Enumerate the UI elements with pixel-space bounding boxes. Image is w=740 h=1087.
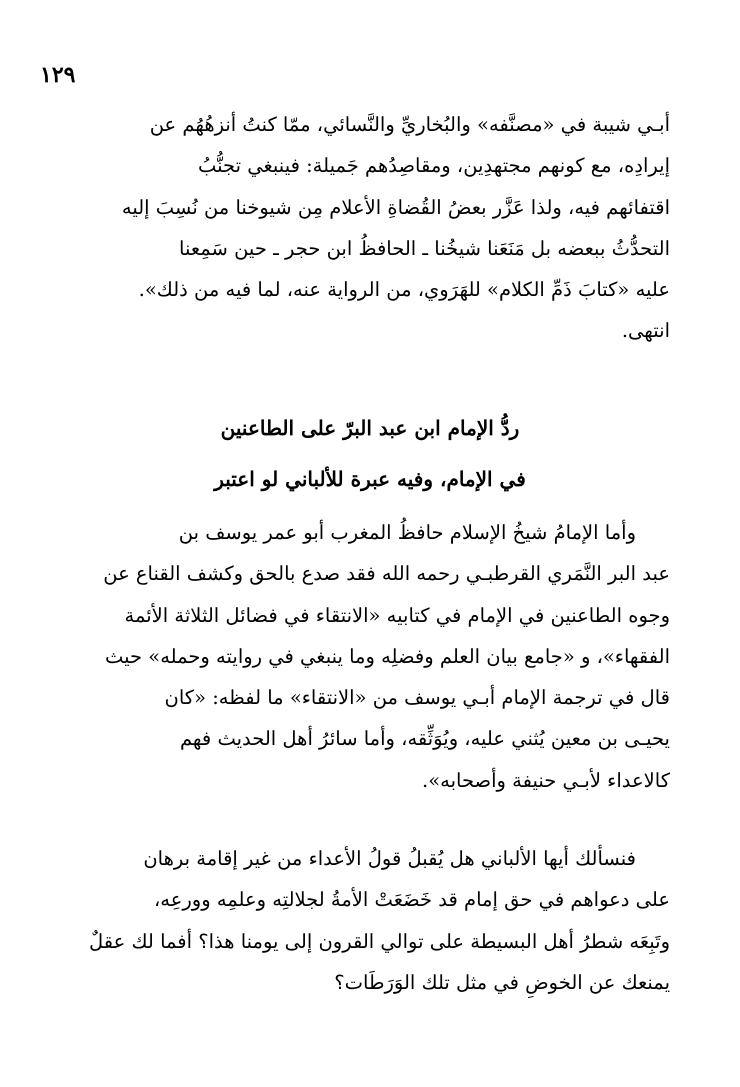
text-line: قال في ترجمة الإمام أبـي يوسف من «الانتقاء» ما لفظه: «كان — [164, 686, 670, 710]
text-line: اقتفائهم فيه، ولذا عَزَّر بعضُ القُضاةِ الأعلام مِن شيوخنا من نُسِبَ إليه — [121, 195, 670, 219]
text-line: يحيـى بن معين يُثني عليه، ويُوَثِّقه، وأما سائرُ أهل الحديث فهم — [179, 727, 670, 751]
text-line: عليه «كتابَ ذَمِّ الكلام» للهَرَوي، من الرواية عنه، لما فيه من ذلك». — [138, 278, 670, 302]
paragraph-ibn-abd-al-barr — [70, 512, 670, 801]
text-line: إيرادِه، مع كونهم مجتهدِين، ومقاصِدُهم جَميلة: فينبغي تجنُّبُ — [198, 154, 670, 178]
text-line: وتَبِعَه شطرُ أهل البسيطة على توالي القرون إلى يومنا هذا؟ أفما لك عقلٌ — [89, 929, 670, 953]
text-line: أبـي شيبة في «مصنَّفه» والبُخاريِّ والنَّسائي، ممّا كنتُ أنزهُهُم عن — [149, 113, 670, 136]
text-line: الفقهاء»، و «جامع بيان العلم وفضلِه وما ينبغي في روايته وحمله» حيث — [104, 644, 670, 668]
text-line: عبد البر النَّمَري القرطبـي رحمه الله فقد صدع بالحق وكشف القناع عن — [103, 562, 670, 586]
paragraph-question-to-albani — [70, 838, 670, 1003]
text-line: التحدُّثُ ببعضه بل مَنَعَنا شيخُنا ـ الحافظُ ابن حجر ـ حين سَمِعنا — [179, 236, 670, 260]
text-line: فنسألك أيها الألباني هل يُقبلُ قولُ الأعداء من غير إقامة برهان — [143, 847, 636, 870]
text-line: وجوه الطاعنين في الإمام في كتابيه «الانتقاء في فضائل الثلاثة الأئمة — [124, 603, 670, 627]
text-line: على دعواهم في حق إمام قد خَضَعَتْ الأمةُ لجلالتِه وعلمِه وورعِه، — [154, 888, 670, 912]
page-number: ١٢٩ — [40, 62, 76, 88]
paragraph-quote-continuation — [70, 104, 670, 352]
text-line: يمنعك عن الخوضِ في مثل تلك الوَرَطَات؟ — [334, 970, 670, 994]
text-line: انتهى. — [621, 319, 670, 343]
section-heading-line-2: في الإمام، وفيه عبرة للألباني لو اعتبر — [214, 467, 526, 491]
section-heading-line-1: ردُّ الإمام ابن عبد البرّ على الطاعنين — [220, 416, 520, 440]
text-line: كالاعداء لأبـي حنيفة وأصحابه». — [422, 768, 670, 792]
text-line: وأما الإمامُ شيخُ الإسلام حافظُ المغرب أبو عمر يوسف بن — [178, 521, 636, 544]
